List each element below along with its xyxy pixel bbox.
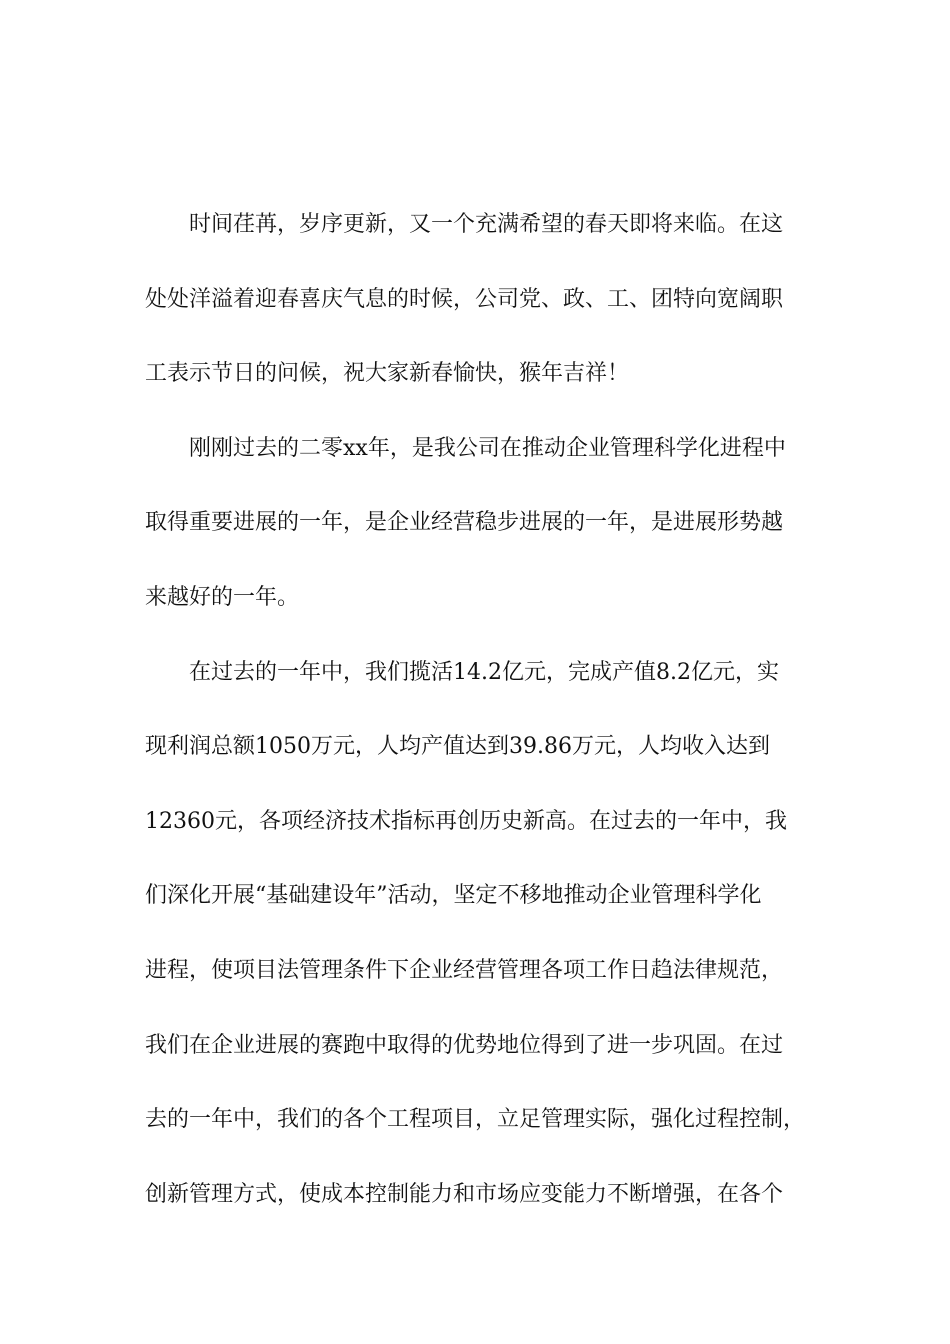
paragraph-3-line-4: 们深化开展“基础建设年”活动，坚定不移地推动企业管理科学化 (145, 883, 762, 909)
paragraph-3-line-6: 我们在企业进展的赛跑中取得的优势地位得到了进一步巩固。在过 (145, 1032, 784, 1058)
paragraph-1-line-3: 工表示节日的问候，祝大家新春愉快，猴年吉祥！ (145, 361, 630, 387)
document-body (145, 203, 825, 1247)
paragraph-3-line-8: 创新管理方式，使成本控制能力和市场应变能力不断增强，在各个 (145, 1181, 784, 1207)
paragraph-1-line-1: 时间荏苒，岁序更新，又一个充满希望的春天即将来临。在这 (189, 212, 784, 237)
paragraph-3-line-2: 现利润总额1050万元，人均产值达到39.86万元，人均收入达到 (145, 734, 770, 760)
paragraph-3-line-7: 去的一年中，我们的各个工程项目，立足管理实际，强化过程控制， (145, 1107, 806, 1133)
paragraph-2-line-3: 来越好的一年。 (145, 584, 300, 610)
paragraph-3-line-3: 12360元，各项经济技术指标再创历史新高。在过去的一年中，我 (145, 808, 787, 834)
paragraph-1-line-2: 处处洋溢着迎春喜庆气息的时候，公司党、政、工、团特向宽阔职 (145, 286, 784, 312)
paragraph-2-line-2: 取得重要进展的一年，是企业经营稳步进展的一年，是进展形势越 (145, 510, 784, 536)
paragraph-3-line-5: 进程，使项目法管理条件下企业经营管理各项工作日趋法律规范， (145, 957, 784, 983)
paragraph-3-line-1: 在过去的一年中，我们揽活14.2亿元，完成产值8.2亿元，实 (189, 659, 779, 685)
paragraph-2-line-1: 刚刚过去的二零xx年，是我公司在推动企业管理科学化进程中 (189, 435, 786, 461)
